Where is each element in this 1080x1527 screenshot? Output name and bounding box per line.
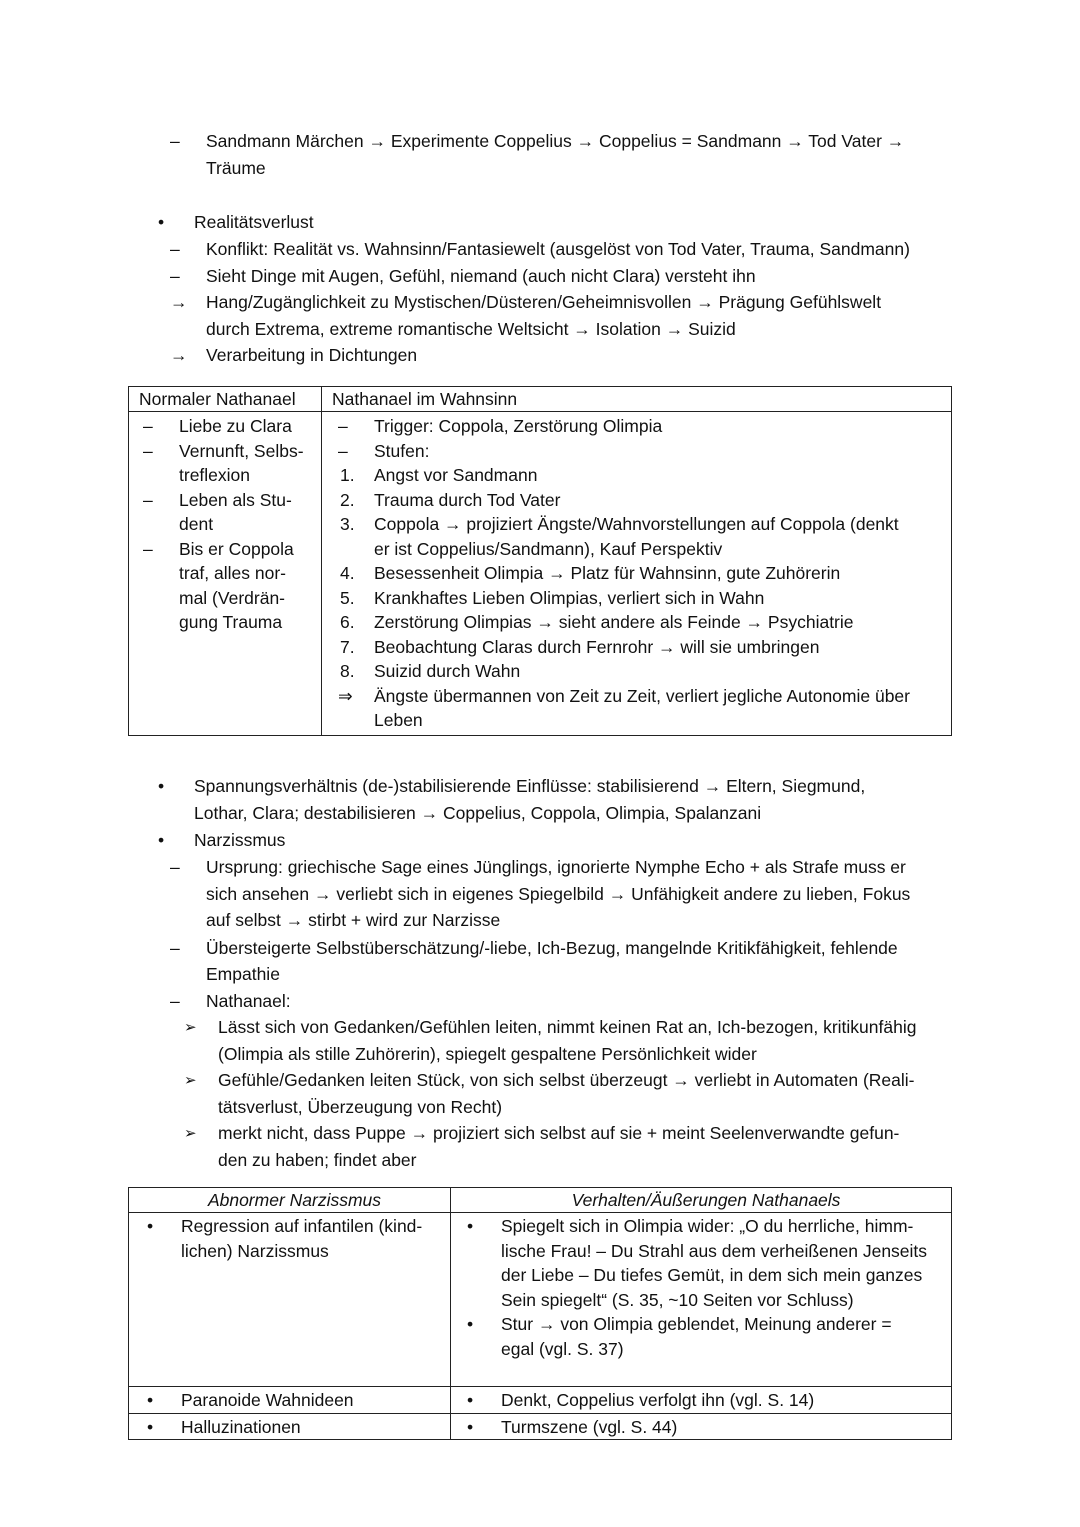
item-text: Trigger: Coppola, Zerstörung Olimpia	[374, 416, 663, 436]
list-item	[170, 289, 970, 342]
list-item	[139, 414, 317, 439]
item-text: Verarbeitung in Dichtungen	[206, 345, 418, 365]
list-item	[139, 537, 317, 635]
item-text: merkt nicht, dass Puppe → projiziert sich selbst auf sie + meint Seelenverwandte gefun-	[218, 1123, 900, 1143]
table-cell	[129, 1387, 451, 1414]
bullet-marker: •	[158, 212, 165, 232]
number-marker: 1.	[340, 465, 355, 485]
arrowhead-bullet-icon: ➢	[184, 1018, 197, 1036]
item-text: lichen) Narzissmus	[181, 1240, 329, 1261]
arrow-marker: →	[170, 345, 188, 365]
item-text: Spiegelt sich in Olimpia wider: „O du herrliche, himm-	[501, 1216, 914, 1236]
table-header-row	[129, 387, 952, 412]
table-row	[129, 1213, 952, 1387]
list-item	[332, 463, 945, 488]
list-item	[170, 342, 970, 369]
spannung-item	[158, 773, 958, 826]
table-cell	[451, 1213, 952, 1387]
implies-marker: ⇒	[338, 685, 353, 706]
arrowhead-bullet-icon: ➢	[184, 1071, 197, 1089]
item-text: Regression auf infantilen (kind-	[181, 1216, 423, 1236]
dash-marker: –	[170, 239, 180, 259]
list-item	[170, 263, 970, 290]
list-item	[184, 1067, 964, 1120]
item-text: Bis er Coppola	[179, 538, 294, 559]
list-item	[332, 659, 945, 684]
section-title: Realitätsverlust	[194, 212, 314, 232]
dash-marker: –	[143, 489, 153, 510]
item-text: Ursprung: griechische Sage eines Jünglings, ignorierte Nymphe Echo + als Strafe muss er	[206, 857, 906, 877]
item-text: Vernunft, Selbs-	[179, 440, 304, 461]
bullet-marker: •	[147, 1216, 154, 1236]
item-text: Lässt sich von Gedanken/Gefühlen leiten, nimmt keinen Rat an, Ich-bezogen, kritikunfähig	[218, 1017, 917, 1037]
bullet-marker: •	[147, 1416, 154, 1437]
number-marker: 6.	[340, 612, 355, 632]
list-item	[184, 1014, 964, 1067]
list-item	[332, 610, 945, 635]
list-item	[332, 488, 945, 513]
item-text: Trauma durch Tod Vater	[374, 489, 561, 510]
table-cell	[451, 1413, 952, 1440]
item-text: egal (vgl. S. 37)	[501, 1338, 624, 1359]
nathanael-sublist	[184, 1014, 964, 1173]
item-text: lische Frau! – Du Strahl aus dem verheißenen Jenseits	[501, 1240, 928, 1261]
list-item	[170, 236, 970, 263]
table-row	[129, 1387, 952, 1414]
narzissmus-list	[170, 854, 960, 1014]
list-item	[141, 1388, 444, 1413]
item-text: Gefühle/Gedanken leiten Stück, von sich selbst überzeugt → verliebt in Automaten (Reali-	[218, 1070, 915, 1090]
dash-marker: –	[143, 538, 153, 559]
item-text: Beobachtung Claras durch Fernrohr → will sie umbringen	[374, 636, 820, 657]
item-text: Nathanael:	[206, 990, 291, 1011]
item-text: Besessenheit Olimpia → Platz für Wahnsinn, gute Zuhörerin	[374, 563, 841, 583]
number-marker: 8.	[340, 661, 355, 681]
list-item	[139, 439, 317, 488]
table-cell-normal	[129, 412, 322, 736]
item-text: Stur → von Olimpia geblendet, Meinung anderer =	[501, 1314, 892, 1334]
item-text: der Liebe – Du tiefes Gemüt, in dem sich mein ganzes	[501, 1265, 923, 1285]
bullet-marker: •	[467, 1216, 474, 1236]
item-text: Suizid durch Wahn	[374, 661, 521, 681]
table-header-row	[129, 1188, 952, 1213]
item-text: auf selbst → stirbt + wird zur Narzisse	[206, 910, 501, 930]
item-text: Liebe zu Clara	[179, 416, 292, 436]
item-text: Übersteigerte Selbstüberschätzung/-liebe, Ich-Bezug, mangelnde Kritikfähigkeit, fehlende	[206, 937, 898, 958]
narzissmus-heading	[158, 827, 958, 854]
dash-marker: –	[338, 440, 348, 461]
table-cell	[129, 1213, 451, 1387]
list-item	[141, 1415, 444, 1440]
item-text: dent	[179, 514, 214, 534]
number-marker: 3.	[340, 514, 355, 534]
list-item	[332, 635, 945, 660]
dash-marker: –	[170, 857, 180, 877]
item-text: Hang/Zugänglichkeit zu Mystischen/Düsteren/Geheimnisvollen → Prägung Gefühlswelt	[206, 292, 882, 312]
list-item	[332, 414, 945, 439]
table-header-cell: Normaler Nathanael	[129, 387, 322, 412]
bullet-marker: •	[158, 776, 165, 796]
item-text: tätsverlust, Überzeugung von Recht)	[218, 1096, 503, 1117]
list-item	[139, 488, 317, 537]
item-text: (Olimpia als stille Zuhörerin), spiegelt gespaltene Persönlichkeit wider	[218, 1043, 757, 1064]
item-text: treflexion	[179, 465, 251, 485]
list-item	[463, 1415, 945, 1440]
number-marker: 2.	[340, 489, 355, 510]
item-text: traf, alles nor-	[179, 563, 286, 583]
number-marker: 7.	[340, 636, 355, 657]
arrow-marker: →	[170, 292, 188, 312]
item-text: sich ansehen → verliebt sich in eigenes Spiegelbild → Unfähigkeit andere zu lieben, Fokus	[206, 883, 911, 904]
bullet-marker: •	[147, 1390, 154, 1410]
item-text: durch Extrema, extreme romantische Weltsicht → Isolation → Suizid	[206, 318, 736, 339]
comparison-table-nathanael	[128, 386, 952, 736]
item-text: Konflikt: Realität vs. Wahnsinn/Fantasiewelt (ausgelöst von Tod Vater, Trauma, Sandmann)	[206, 239, 910, 259]
item-text: er ist Coppelius/Sandmann), Kauf Perspektiv	[374, 538, 723, 559]
intro-line-2: Träume	[206, 157, 266, 178]
dash-marker: –	[170, 265, 180, 286]
item-text: Spannungsverhältnis (de-)stabilisierende Einflüsse: stabilisierend → Eltern, Siegmund,	[194, 776, 866, 796]
dash-marker: –	[170, 990, 180, 1011]
list-item	[170, 854, 960, 934]
realitaetsverlust-heading	[158, 209, 958, 236]
list-item	[332, 684, 945, 733]
table-cell	[129, 1413, 451, 1440]
dash-marker: –	[170, 131, 180, 151]
item-text: gung Trauma	[179, 612, 283, 632]
list-item	[332, 439, 945, 464]
list-item	[332, 561, 945, 586]
section-title: Narzissmus	[194, 830, 286, 850]
item-text: Halluzinationen	[181, 1416, 301, 1437]
item-text: Empathie	[206, 964, 280, 984]
item-text: Leben	[374, 710, 423, 730]
item-text: Paranoide Wahnideen	[181, 1390, 354, 1410]
realitaetsverlust-list	[170, 236, 970, 369]
list-item	[463, 1214, 945, 1312]
dash-marker: –	[170, 937, 180, 958]
number-marker: 4.	[340, 563, 355, 583]
list-item	[332, 512, 945, 561]
list-item	[170, 988, 960, 1015]
table-row	[129, 1413, 952, 1440]
item-text: den zu haben; findet aber	[218, 1149, 417, 1170]
bullet-marker: •	[467, 1314, 474, 1334]
list-item	[463, 1388, 945, 1413]
list-item	[332, 586, 945, 611]
dash-marker: –	[143, 440, 153, 461]
intro-line-1: Sandmann Märchen → Experimente Coppelius → Coppelius = Sandmann → Tod Vater →	[206, 131, 905, 151]
arrowhead-bullet-icon: ➢	[184, 1124, 197, 1142]
bullet-marker: •	[467, 1390, 474, 1410]
item-text: Leben als Stu-	[179, 489, 292, 510]
dash-marker: –	[143, 416, 153, 436]
item-text: Angst vor Sandmann	[374, 465, 538, 485]
table-row	[129, 412, 952, 736]
item-text: Zerstörung Olimpias → sieht andere als Feinde → Psychiatrie	[374, 612, 854, 632]
narzissmus-table	[128, 1187, 952, 1440]
bullet-marker: •	[467, 1416, 474, 1437]
intro-item	[170, 128, 970, 181]
item-text: Ängste übermannen von Zeit zu Zeit, verliert jegliche Autonomie über	[374, 685, 910, 706]
list-item	[463, 1312, 945, 1361]
list-item	[141, 1214, 444, 1263]
list-item	[184, 1120, 964, 1173]
item-text: mal (Verdrän-	[179, 587, 286, 608]
dash-marker: –	[338, 416, 348, 436]
item-text: Turmszene (vgl. S. 44)	[501, 1416, 678, 1437]
item-text: Stufen:	[374, 440, 430, 461]
table-header-cell: Verhalten/Äußerungen Nathanaels	[451, 1188, 952, 1213]
item-text: Sieht Dinge mit Augen, Gefühl, niemand (auch nicht Clara) versteht ihn	[206, 265, 756, 286]
table-header-cell: Nathanael im Wahnsinn	[322, 387, 952, 412]
item-text: Lothar, Clara; destabilisieren → Coppelius, Coppola, Olimpia, Spalanzani	[194, 802, 762, 823]
table-cell	[451, 1387, 952, 1414]
item-text: Krankhaftes Lieben Olimpias, verliert sich in Wahn	[374, 587, 765, 608]
item-text: Coppola → projiziert Ängste/Wahnvorstellungen auf Coppola (denkt	[374, 514, 899, 534]
table-cell-wahnsinn	[322, 412, 952, 736]
number-marker: 5.	[340, 587, 355, 608]
item-text: Denkt, Coppelius verfolgt ihn (vgl. S. 14)	[501, 1390, 815, 1410]
table-header-cell: Abnormer Narzissmus	[129, 1188, 451, 1213]
list-item	[170, 935, 960, 988]
bullet-marker: •	[158, 830, 165, 850]
item-text: Sein spiegelt“ (S. 35, ~10 Seiten vor Schluss)	[501, 1289, 854, 1310]
